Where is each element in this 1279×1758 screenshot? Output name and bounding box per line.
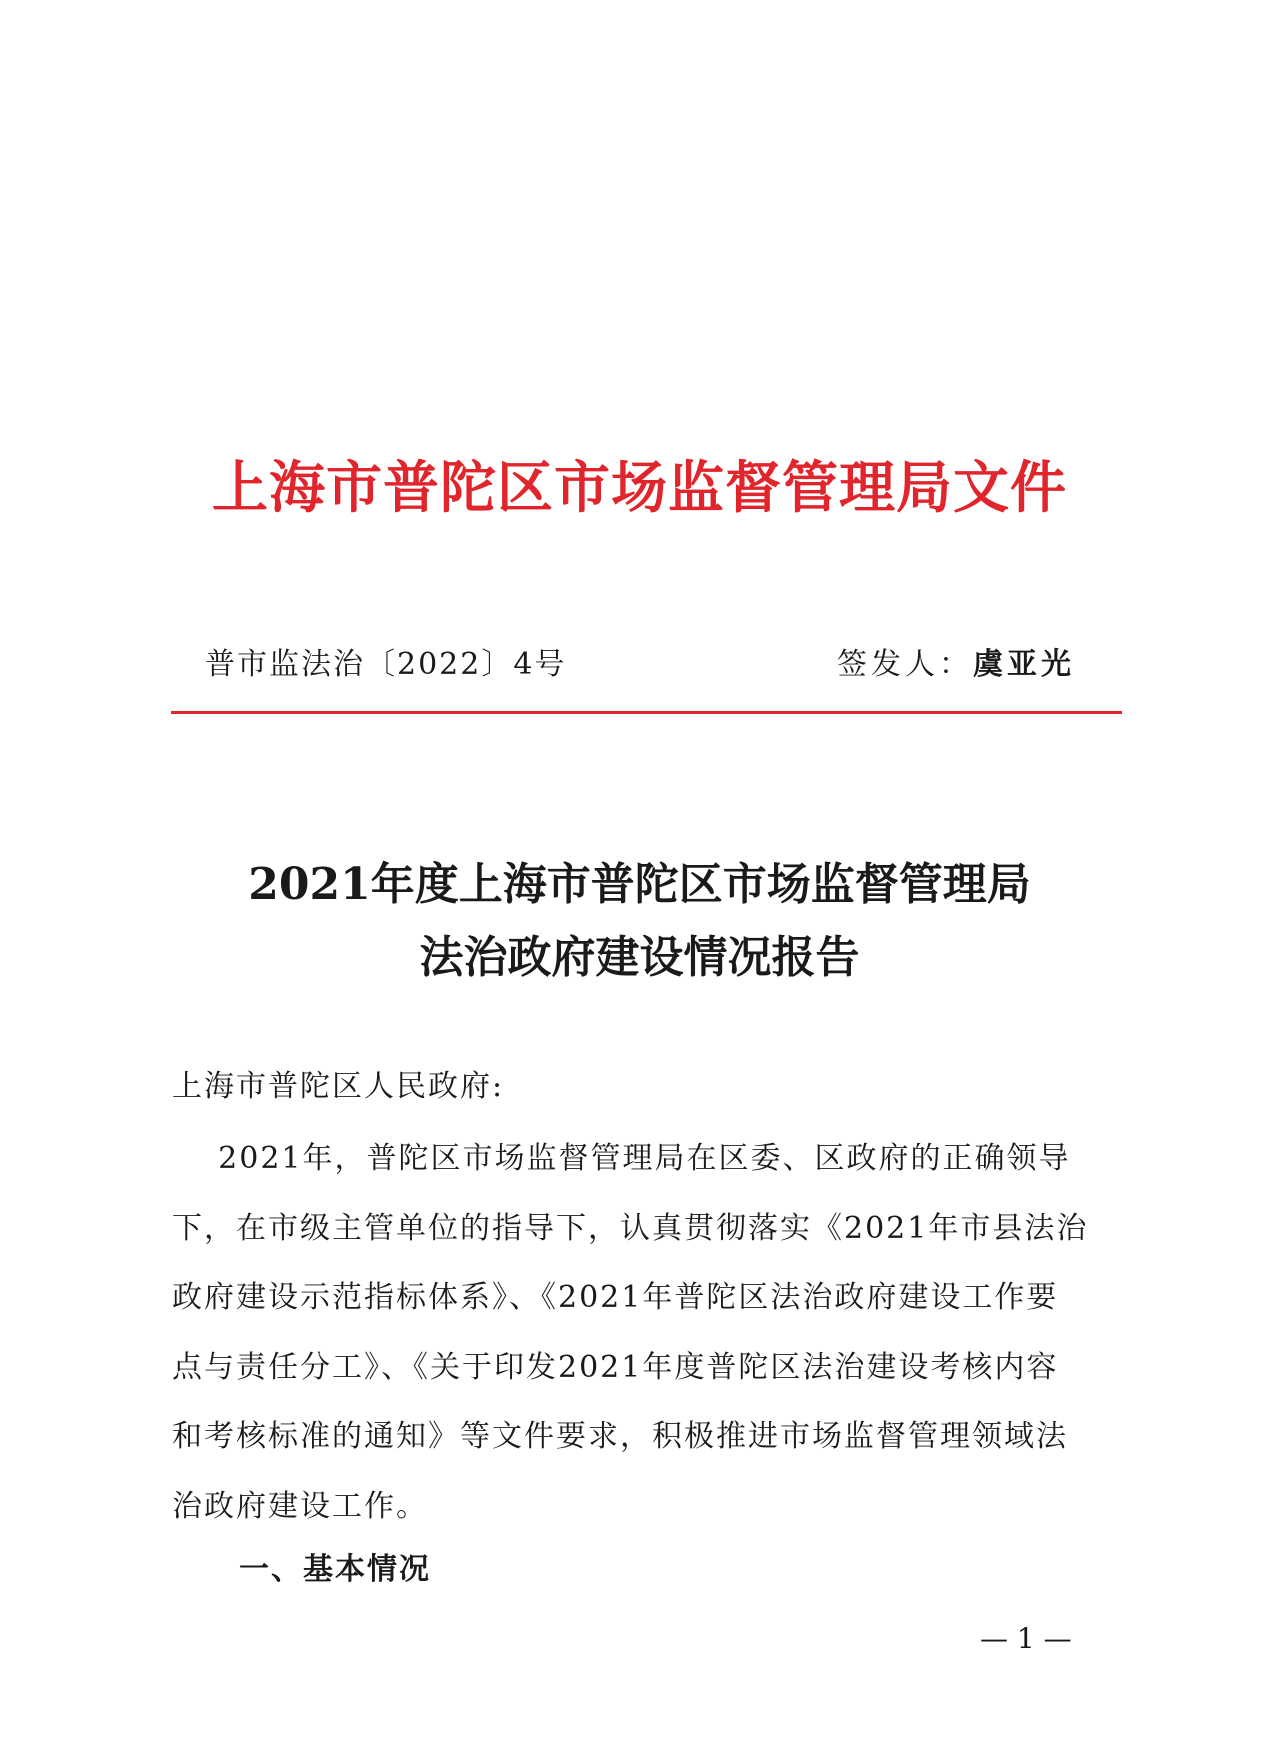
section-heading: 一、基本情况 [239,1552,431,1587]
document-number: 普市监法治〔2022〕4号 [205,647,567,682]
signer-name: 虞亚光 [973,647,1075,682]
body-line: 治政府建设工作。 [172,1488,428,1524]
document-meta-row [205,643,1075,687]
salutation: 上海市普陀区人民政府: [172,1069,505,1104]
red-divider-line [171,711,1122,714]
report-title-line-2: 法治政府建设情况报告 [419,932,860,983]
body-line: 2021年，普陀区市场监督管理局在区委、区政府的正确领导 [172,1141,1071,1176]
body-line: 和考核标准的通知》等文件要求，积极推进市场监督管理领域法 [172,1419,1068,1454]
report-title [0,848,1279,994]
issuing-authority-header: 上海市普陀区市场监督管理局文件 [212,455,1067,521]
signer-label: 签发人： [837,647,973,682]
body-line: 点与责任分工》、《关于印发2021年度普陀区法治建设考核内容 [172,1349,1059,1385]
body-paragraph [172,1124,1124,1541]
body-line: 下，在市级主管单位的指导下，认真贯彻落实《2021年市县法治 [172,1210,1089,1246]
report-title-line-1: 2021年度上海市普陀区市场监督管理局 [248,859,1031,910]
body-line: 政府建设示范指标体系》、《2021年普陀区法治政府建设工作要 [172,1280,1059,1315]
signer-block [837,643,1075,687]
page-number: — 1 — [980,1622,1072,1655]
